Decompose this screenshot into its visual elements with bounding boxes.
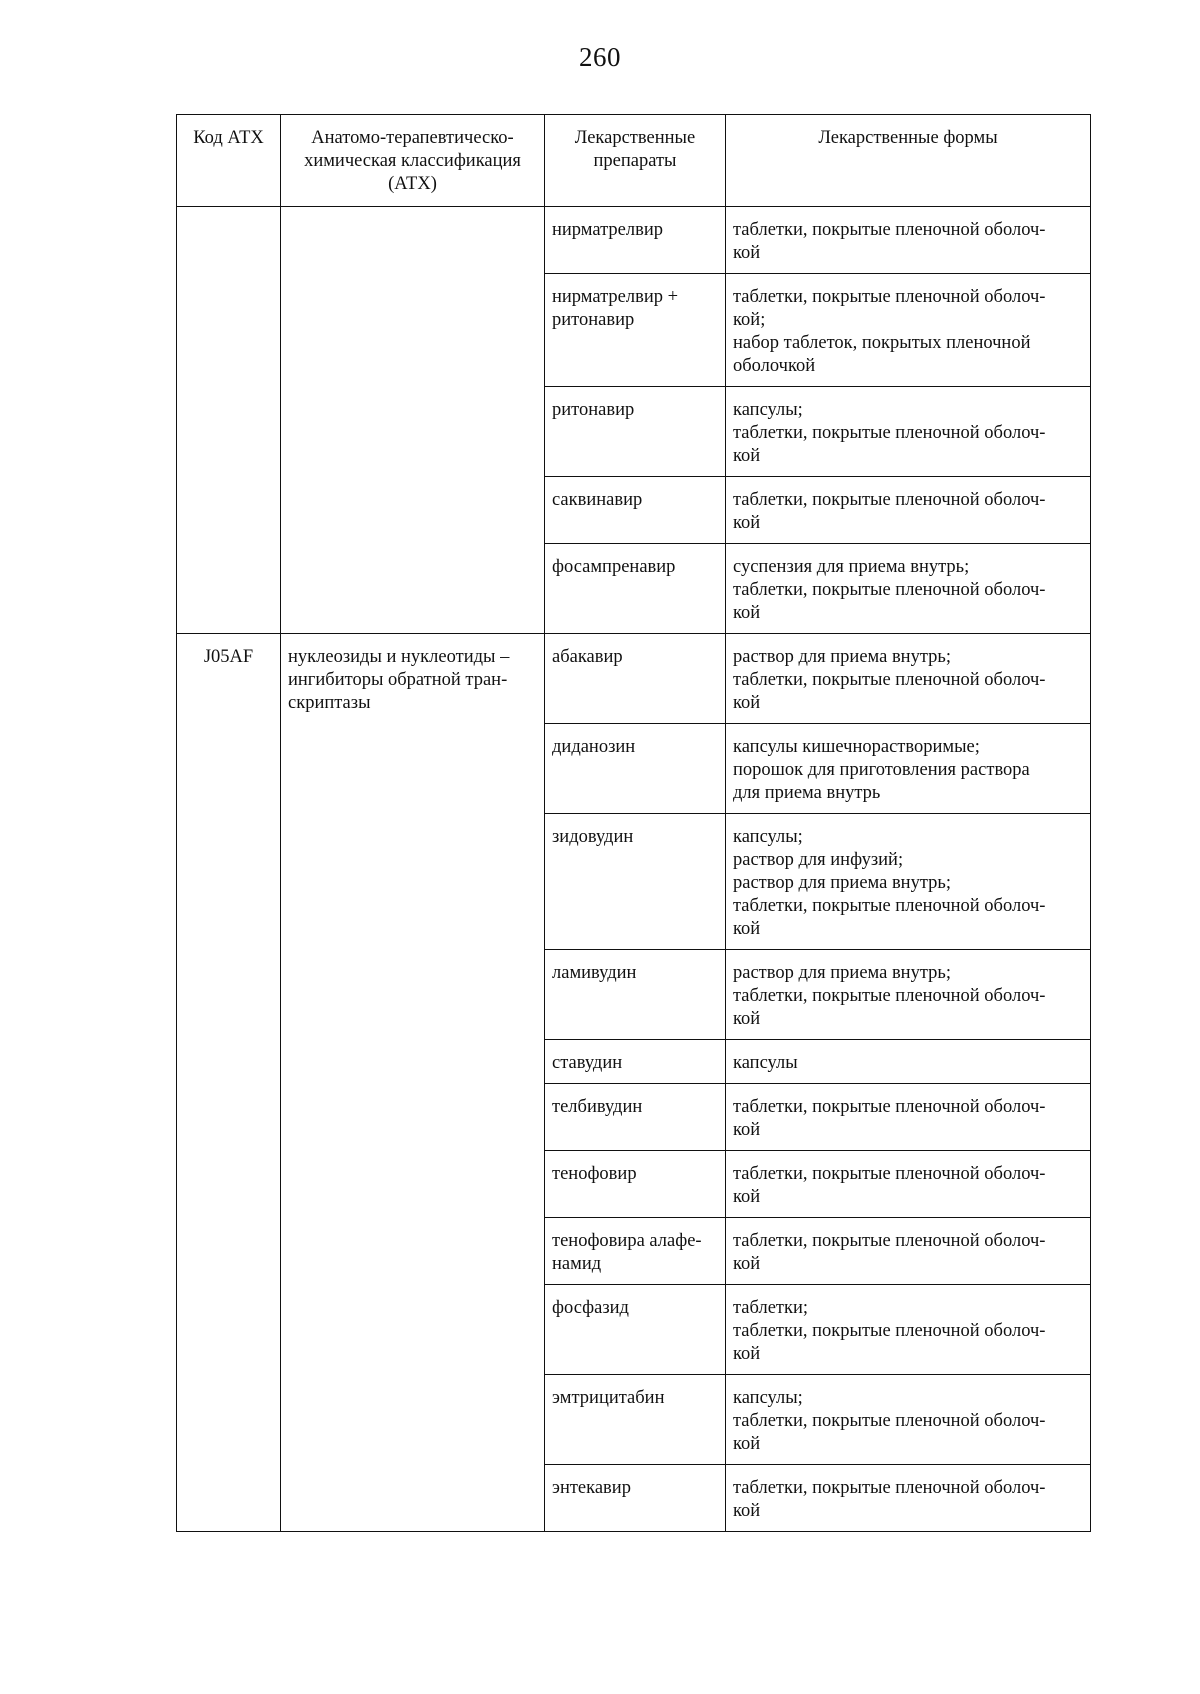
dosage-form-line: таблетки; [733, 1298, 809, 1318]
dosage-form-line: для приема внутрь [733, 783, 881, 803]
dosage-form-line: суспензия для приема внутрь; [733, 557, 970, 577]
dosage-form-line: раствор для приема внутрь; [733, 963, 951, 983]
dosage-form-line: кой [733, 919, 761, 939]
dosage-form-cell [726, 1040, 1091, 1084]
header-atc-classification-line: (АТХ) [388, 174, 437, 194]
table-body [177, 207, 1091, 1532]
drug-name-line: тенофовир [552, 1164, 637, 1184]
drug-name-line: ритонавир [552, 400, 635, 420]
classification-line: ингибиторы обратной тран- [288, 670, 508, 690]
drug-name-cell [545, 1465, 726, 1532]
dosage-form-cell [726, 1465, 1091, 1532]
drug-name-line: абакавир [552, 647, 623, 667]
drug-name-line: телбивудин [552, 1097, 643, 1117]
drug-name-line: зидовудин [552, 827, 634, 847]
drug-name-cell [545, 1375, 726, 1465]
dosage-form-line: таблетки, покрытые пленочной оболоч- [733, 1231, 1046, 1251]
drug-name-line: эмтрицитабин [552, 1388, 665, 1408]
dosage-form-line: таблетки, покрытые пленочной оболоч- [733, 220, 1046, 240]
dosage-form-line: кой [733, 446, 761, 466]
dosage-form-line: кой [733, 1501, 761, 1521]
drug-name-line: фосампренавир [552, 557, 676, 577]
drug-name-line: энтекавир [552, 1478, 631, 1498]
dosage-form-line: кой [733, 1434, 761, 1454]
drug-name-cell [545, 387, 726, 477]
dosage-form-line: кой [733, 243, 761, 263]
dosage-form-line: кой [733, 1187, 761, 1207]
table-header-row [177, 115, 1091, 207]
drug-name-line: ламивудин [552, 963, 637, 983]
dosage-form-line: таблетки, покрытые пленочной оболоч- [733, 423, 1046, 443]
dosage-form-line: таблетки, покрытые пленочной оболоч- [733, 1478, 1046, 1498]
dosage-form-cell [726, 1151, 1091, 1218]
dosage-form-line: таблетки, покрытые пленочной оболоч- [733, 490, 1046, 510]
dosage-form-cell [726, 950, 1091, 1040]
dosage-form-cell [726, 274, 1091, 387]
drug-name-cell [545, 1040, 726, 1084]
dosage-form-line: таблетки, покрытые пленочной оболоч- [733, 287, 1046, 307]
dosage-form-line: капсулы; [733, 827, 803, 847]
drug-name-line: саквинавир [552, 490, 643, 510]
dosage-form-line: набор таблеток, покрытых пленочной [733, 333, 1031, 353]
dosage-form-line: капсулы [733, 1053, 798, 1073]
dosage-form-line: таблетки, покрытые пленочной оболоч- [733, 1321, 1046, 1341]
drug-name-cell [545, 477, 726, 544]
drug-name-cell [545, 1285, 726, 1375]
drug-name-line: ставудин [552, 1053, 623, 1073]
dosage-form-cell [726, 1375, 1091, 1465]
drug-name-line: намид [552, 1254, 602, 1274]
dosage-form-line: кой [733, 603, 761, 623]
dosage-form-line: капсулы; [733, 400, 803, 420]
header-drugs-line: препараты [593, 151, 677, 171]
dosage-form-line: оболочкой [733, 356, 816, 376]
header-dosage-forms [726, 115, 1091, 207]
dosage-form-line: таблетки, покрытые пленочной оболоч- [733, 1164, 1046, 1184]
classification-line: скриптазы [288, 693, 371, 713]
drug-name-line: нирматрелвир + [552, 287, 679, 307]
page-number: 260 [579, 42, 621, 72]
table-row [177, 634, 1091, 724]
drug-name-cell [545, 207, 726, 274]
drug-name-cell [545, 1218, 726, 1285]
dosage-form-cell [726, 724, 1091, 814]
drug-name-cell [545, 950, 726, 1040]
drug-name-line: ритонавир [552, 310, 635, 330]
header-drugs-line: Лекарственные [574, 128, 696, 148]
drug-name-line: нирматрелвир [552, 220, 663, 240]
dosage-form-line: таблетки, покрытые пленочной оболоч- [733, 896, 1046, 916]
dosage-form-cell [726, 634, 1091, 724]
dosage-form-line: раствор для приема внутрь; [733, 647, 951, 667]
drug-name-line: тенофовира алафе- [552, 1231, 702, 1251]
dosage-form-line: кой [733, 1254, 761, 1274]
dosage-form-line: таблетки, покрытые пленочной оболоч- [733, 1411, 1046, 1431]
dosage-form-cell [726, 544, 1091, 634]
dosage-form-line: кой; [733, 310, 766, 330]
dosage-form-line: раствор для приема внутрь; [733, 873, 951, 893]
header-atc-classification-line: химическая классификация [304, 151, 521, 171]
dosage-form-cell [726, 814, 1091, 950]
dosage-form-cell [726, 1218, 1091, 1285]
classification-line: нуклеозиды и нуклеотиды – [288, 647, 510, 667]
dosage-form-line: капсулы кишечнорастворимые; [733, 737, 980, 757]
dosage-form-line: порошок для приготовления раствора [733, 760, 1030, 780]
dosage-form-cell [726, 1084, 1091, 1151]
drug-name-cell [545, 544, 726, 634]
dosage-form-cell [726, 387, 1091, 477]
header-atc-code [177, 115, 281, 207]
dosage-form-line: таблетки, покрытые пленочной оболоч- [733, 986, 1046, 1006]
atc-classification-cell [281, 634, 545, 1532]
dosage-form-line: таблетки, покрытые пленочной оболоч- [733, 580, 1046, 600]
dosage-form-line: капсулы; [733, 1388, 803, 1408]
dosage-form-line: таблетки, покрытые пленочной оболоч- [733, 670, 1046, 690]
dosage-form-line: таблетки, покрытые пленочной оболоч- [733, 1097, 1046, 1117]
dosage-form-cell [726, 1285, 1091, 1375]
drug-name-cell [545, 814, 726, 950]
dosage-form-cell [726, 477, 1091, 544]
dosage-form-line: кой [733, 693, 761, 713]
drug-name-cell [545, 274, 726, 387]
drug-name-line: фосфазид [552, 1298, 629, 1318]
dosage-form-cell [726, 207, 1091, 274]
atc-classification-cell [281, 207, 545, 634]
header-atc-code-line: Код АТХ [193, 128, 264, 148]
drug-name-cell [545, 1084, 726, 1151]
header-drugs [545, 115, 726, 207]
dosage-form-line: кой [733, 1009, 761, 1029]
dosage-form-line: раствор для инфузий; [733, 850, 904, 870]
header-dosage-forms-line: Лекарственные формы [818, 128, 998, 148]
drug-name-cell [545, 1151, 726, 1218]
table-row [177, 207, 1091, 274]
atc-code-cell: J05AF [177, 634, 281, 1532]
header-atc-classification-line: Анатомо-терапевтическо- [311, 128, 514, 148]
dosage-form-line: кой [733, 1120, 761, 1140]
drug-name-line: диданозин [552, 737, 636, 757]
atc-code-cell [177, 207, 281, 634]
drug-name-cell [545, 724, 726, 814]
drug-name-cell [545, 634, 726, 724]
atc-drug-table [176, 114, 1091, 1532]
dosage-form-line: кой [733, 513, 761, 533]
header-atc-classification [281, 115, 545, 207]
dosage-form-line: кой [733, 1344, 761, 1364]
